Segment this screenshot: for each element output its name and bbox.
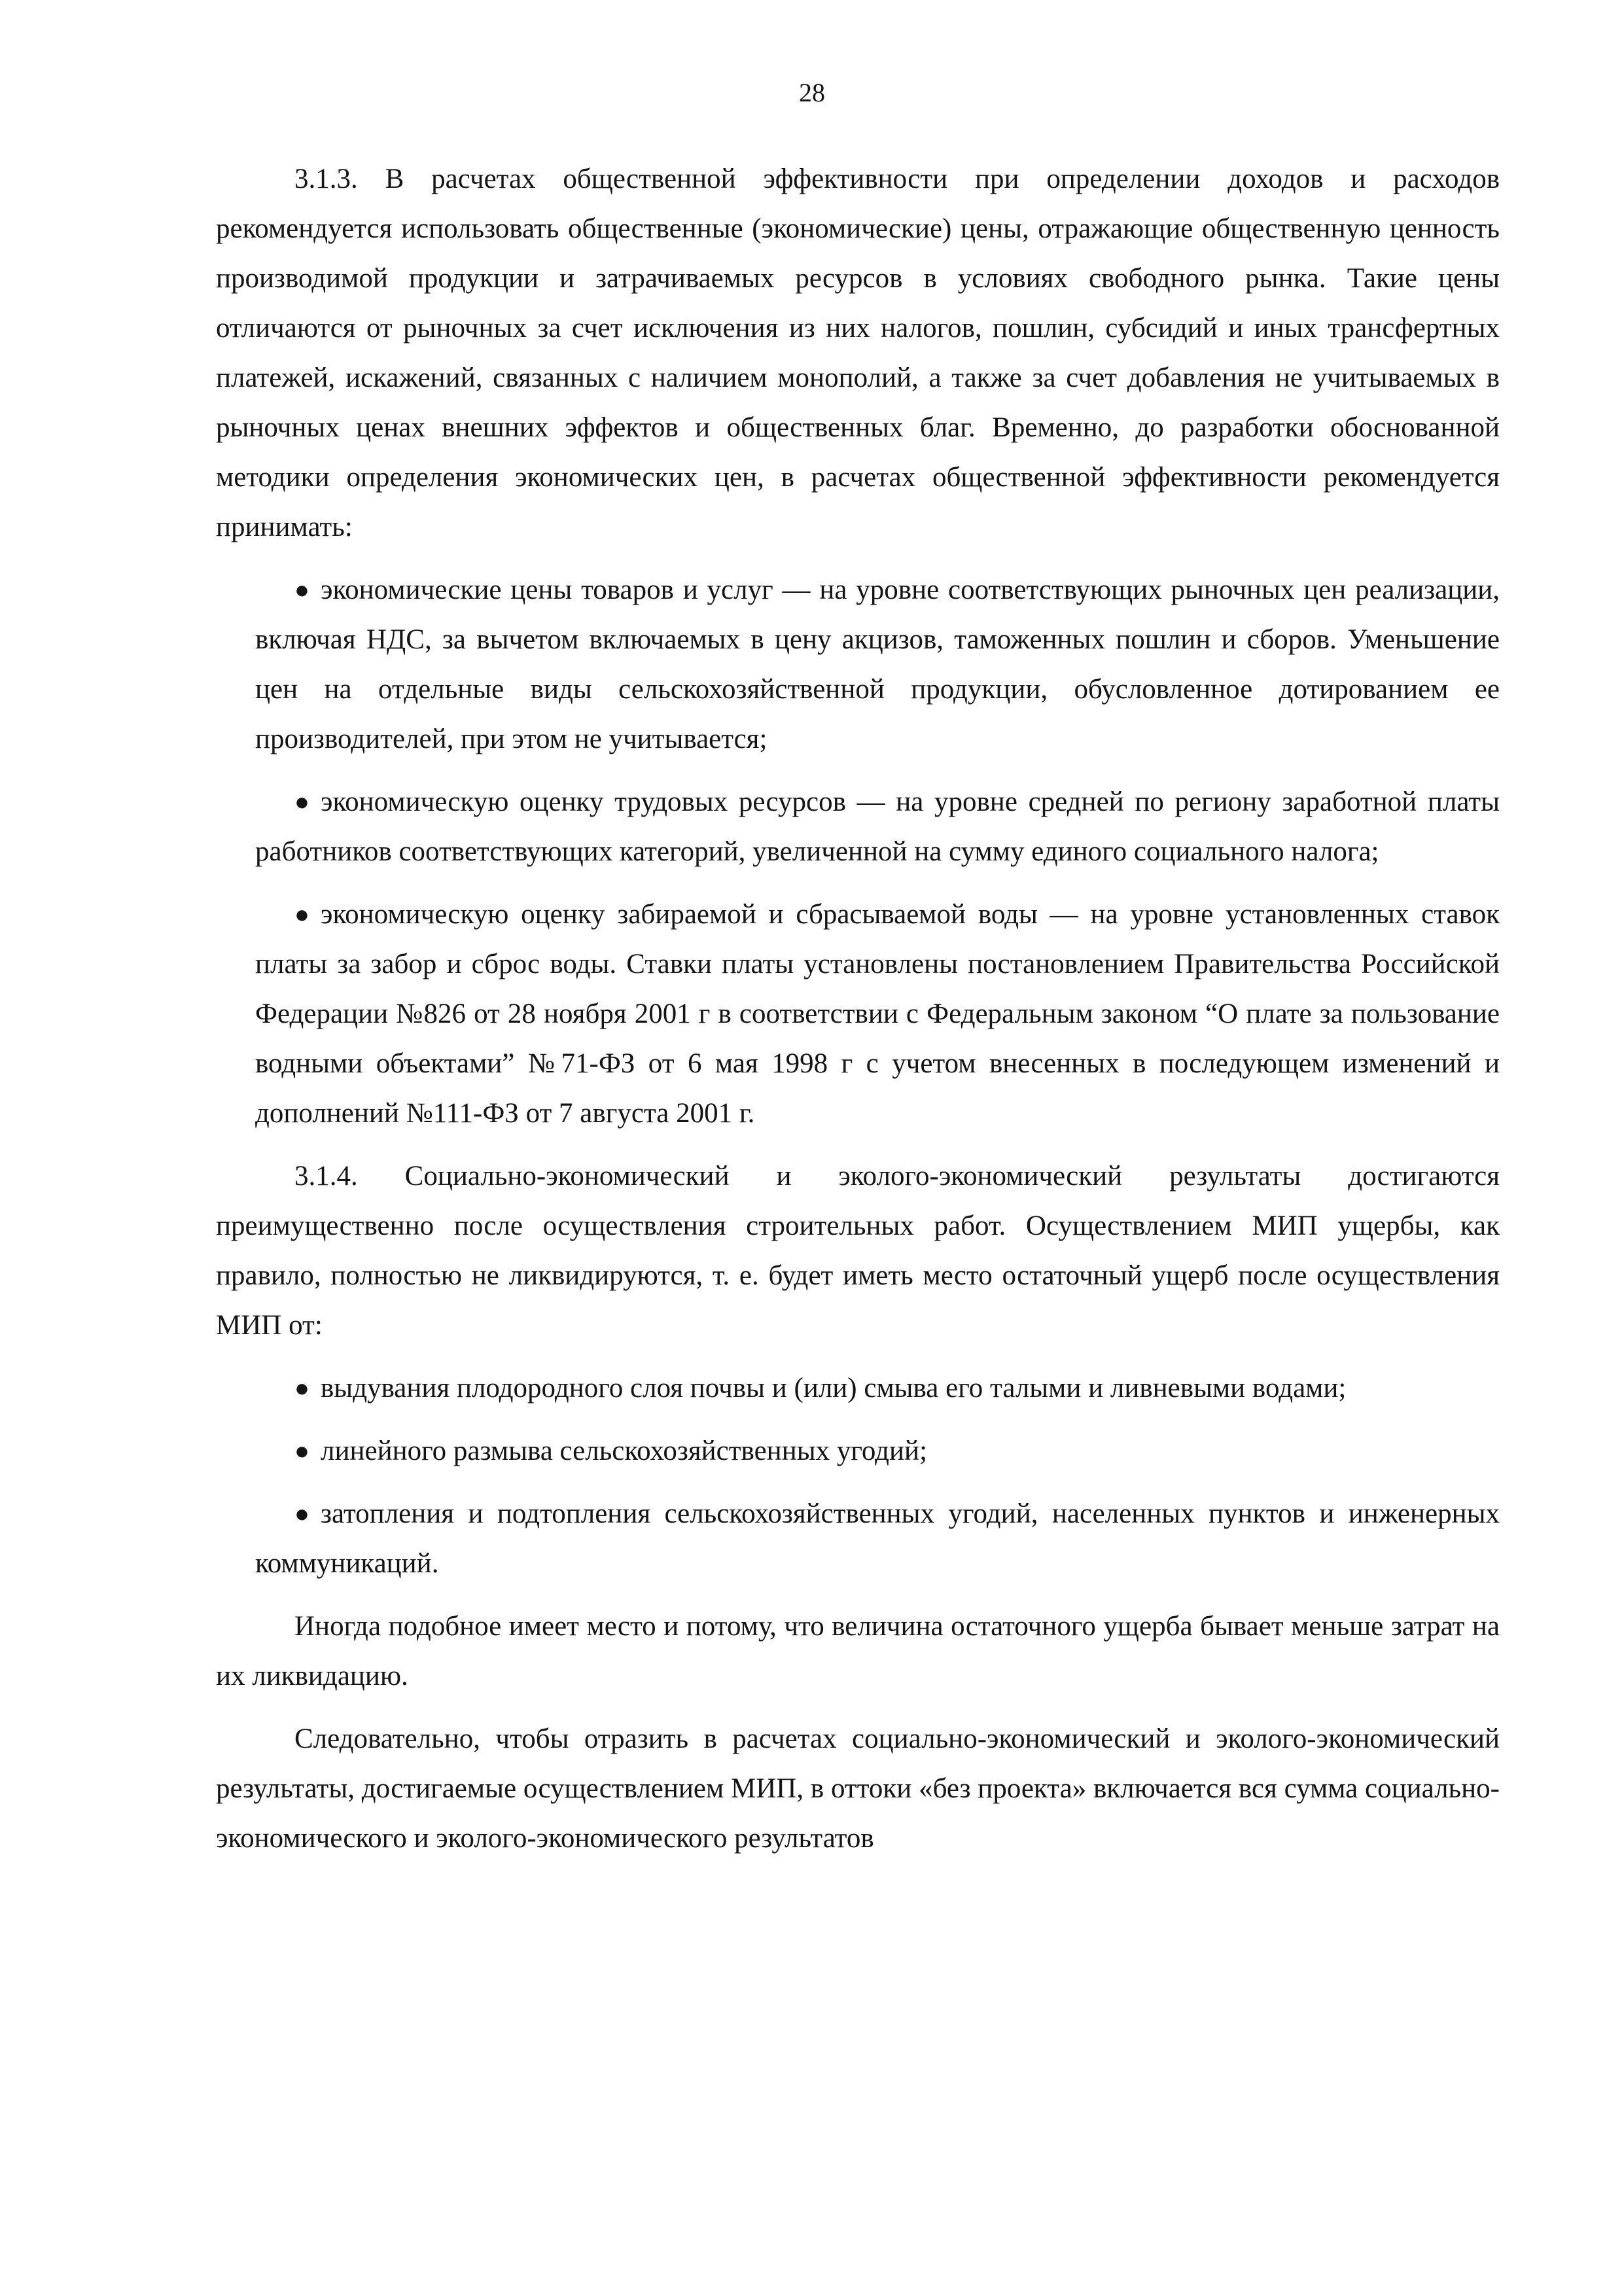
page-number: 28 — [799, 78, 825, 107]
paragraph-therefore: Следовательно, чтобы отразить в расчетах социально-экономический и эколого-экономический результаты, достигаемые осуществлением МИП, в оттоки «без проекта» включается вся сумма социально-экономического и эколого-экономического результатов — [216, 1723, 1500, 1854]
list-item-text: экономические цены товаров и услуг — на уровне соответствующих рыночных цен реализации, включая НДС, за вычетом включаемых в цену акцизов, таможенных пошлин и сборов. Уменьшение цен на отдельные виды сельскохозяйственной продукции, обусловленное дотированием ее производителей, при этом не учитывается; — [255, 574, 1500, 754]
bullet-list-damages — [216, 1364, 1500, 1589]
list-item — [216, 777, 1500, 877]
bullet-icon: ● — [294, 576, 309, 604]
list-item-text: линейного размыва сельскохозяйственных угодий; — [321, 1436, 928, 1466]
list-item-text: выдувания плодородного слоя почвы и (или) смыва его талыми и ливневыми водами; — [321, 1373, 1347, 1404]
list-item — [216, 1489, 1500, 1589]
bullet-icon: ● — [294, 901, 309, 928]
page-content — [216, 154, 1500, 1863]
bullet-icon: ● — [294, 1375, 309, 1402]
list-item — [216, 565, 1500, 764]
paragraph-residual-damage: Иногда подобное имеет место и потому, что величина остаточного ущерба бывает меньше затрат на их ликвидацию. — [216, 1611, 1500, 1691]
list-item-text: экономическую оценку трудовых ресурсов — на уровне средней по региону заработной платы работников соответствующих категорий, увеличенной на сумму единого социального налога; — [255, 786, 1500, 867]
list-item — [216, 1426, 1500, 1476]
bullet-icon: ● — [294, 1500, 309, 1528]
bullet-list-prices — [216, 565, 1500, 1139]
list-item-text: затопления и подтопления сельскохозяйственных угодий, населенных пунктов и инженерных коммуникаций. — [255, 1498, 1500, 1579]
list-item — [216, 1364, 1500, 1413]
paragraph-3-1-4: 3.1.4. Социально-экономический и эколого-экономический результаты достигаются преимущественно после осуществления строительных работ. Осуществлением МИП ущербы, как правило, полностью не ликвидируются, т. е. будет иметь место остаточный ущерб после осуществления МИП от: — [216, 1161, 1500, 1341]
list-item — [216, 890, 1500, 1139]
bullet-icon: ● — [294, 1438, 309, 1465]
paragraph-3-1-3: 3.1.3. В расчетах общественной эффективности при определении доходов и расходов рекомендуется использовать общественные (экономические) цены, отражающие общественную ценность производимой продукции и затрачиваемых ресурсов в условиях свободного рынка. Такие цены отличаются от рыночных за счет исключения из них налогов, пошлин, субсидий и иных трансфертных платежей, искажений, связанных с наличием монополий, а также за счет добавления не учитываемых в рыночных ценах внешних эффектов и общественных благ. Временно, до разработки обоснованной методики определения экономических цен, в расчетах общественной эффективности рекомендуется принимать: — [216, 164, 1500, 542]
list-item-text: экономическую оценку забираемой и сбрасываемой воды — на уровне установленных ставок платы за забор и сброс воды. Ставки платы установлены постановлением Правительства Российской Федерации №826 от 28 ноября 2001 г в соответствии с Федеральным законом “О плате за пользование водными объектами” №71-ФЗ от 6 мая 1998 г с учетом внесенных в последующем изменений и дополнений №111-ФЗ от 7 августа 2001 г. — [255, 899, 1500, 1129]
bullet-icon: ● — [294, 788, 309, 816]
